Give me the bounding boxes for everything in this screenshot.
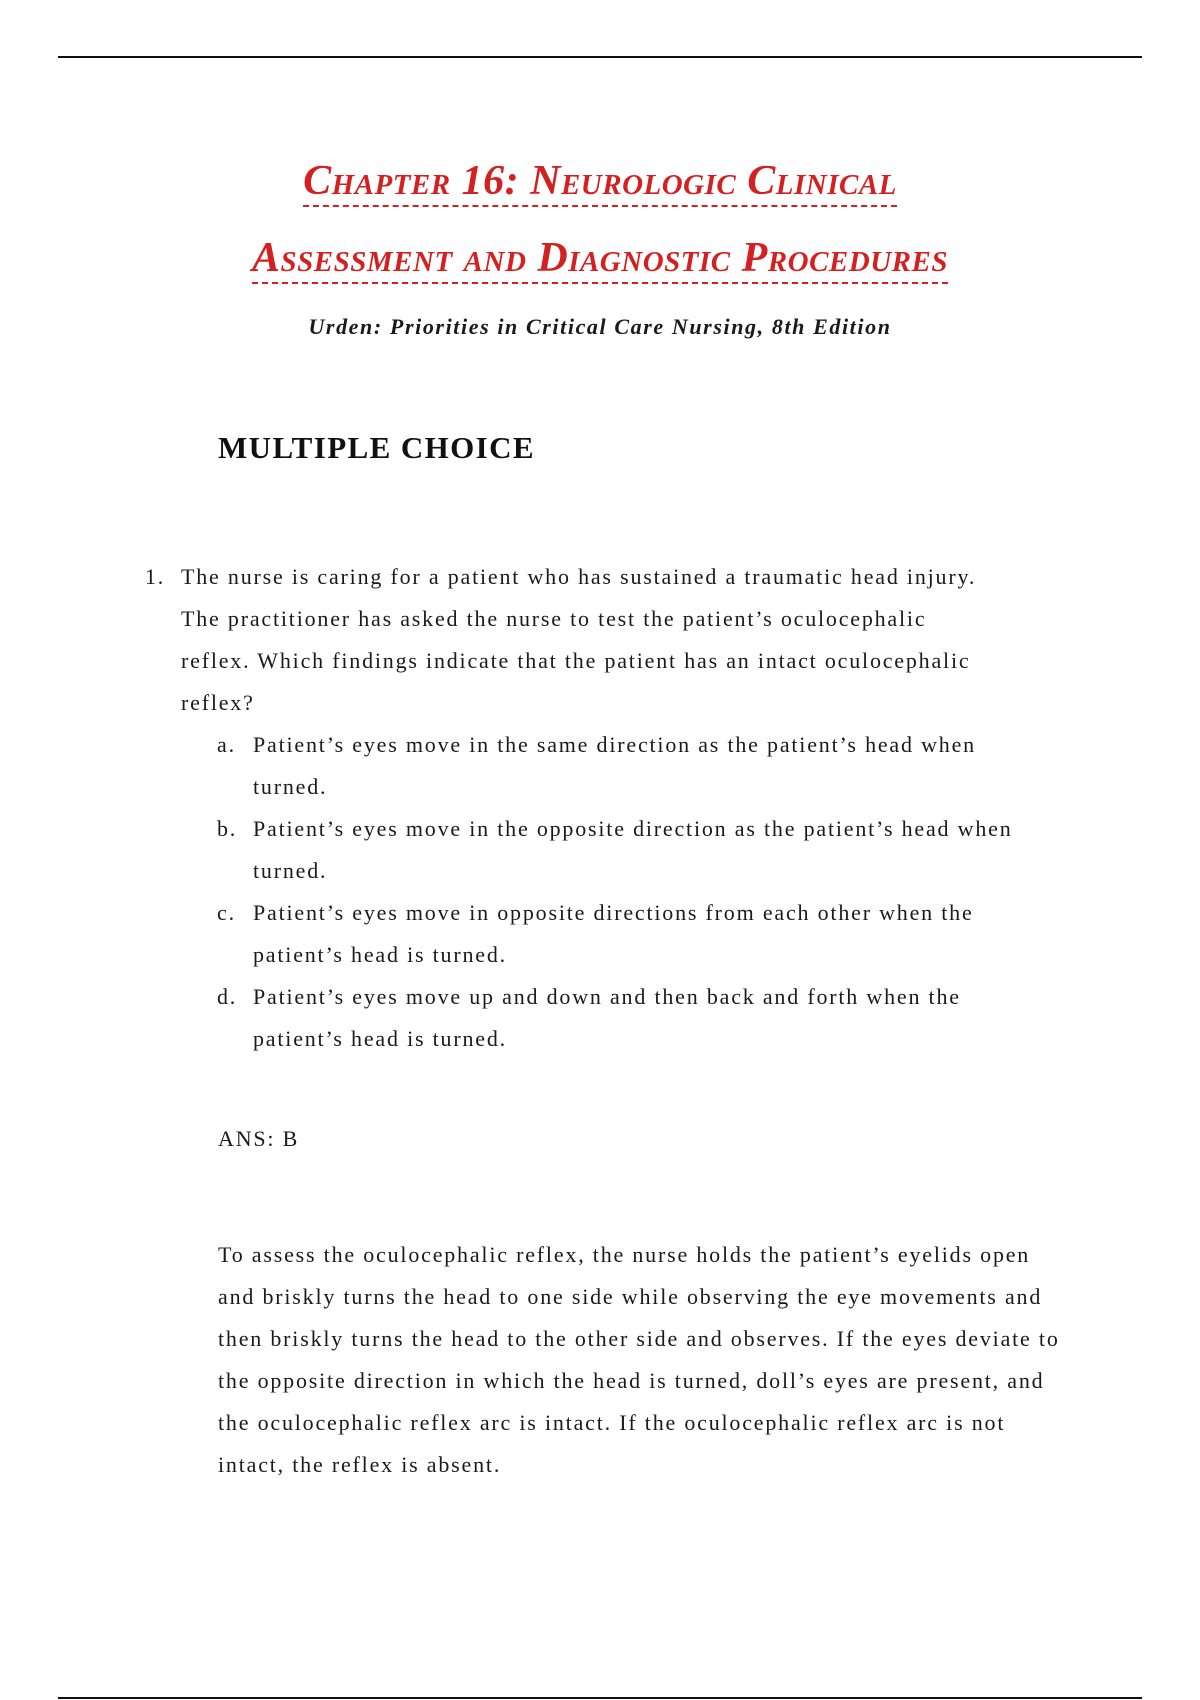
top-rule [58,56,1142,58]
option-letter: a. [217,732,236,757]
chapter-title [0,143,1200,297]
section-heading: MULTIPLE CHOICE [218,430,535,465]
option-letter: c. [217,900,236,925]
chapter-title-line-2: Assessment and Diagnostic Procedures [252,236,948,284]
option-text: Patient’s eyes move in the opposite direction as the patient’s head when turned. [253,816,1013,883]
option-text: Patient’s eyes move in the same direction as the patient’s head when turned. [253,732,976,799]
option-a [217,724,1075,808]
option-c [217,892,1075,976]
question-stem: The nurse is caring for a patient who has sustained a traumatic head injury. The practitioner has asked the nurse to test the patient’s oculocephalic reflex. Which findings indicate that the patient has an intact oculocephalic reflex? [181,564,977,715]
question-number: 1. [145,564,166,589]
option-letter: d. [217,984,238,1009]
option-b [217,808,1075,892]
option-text: Patient’s eyes move up and down and then back and forth when the patient’s head is turned. [253,984,961,1051]
answer-key: ANS: B [218,1126,300,1151]
answer-options [145,724,1075,1060]
question-stem-row [145,556,1075,724]
option-text: Patient’s eyes move in opposite directions from each other when the patient’s head is turned. [253,900,974,967]
option-d [217,976,1075,1060]
book-subtitle: Urden: Priorities in Critical Care Nursing, 8th Edition [308,314,892,339]
bottom-rule [58,1697,1142,1699]
question-block [145,556,1075,1060]
option-letter: b. [217,816,238,841]
chapter-title-line-1: Chapter 16: Neurologic Clinical [303,159,897,207]
answer-rationale: To assess the oculocephalic reflex, the nurse holds the patient’s eyelids open and briskly turns the head to one side while observing the eye movements and then briskly turns the head to the other side and observes. If the eyes deviate to the opposite direction in which the head is turned, doll’s eyes are present, and the oculocephalic reflex arc is intact. If the oculocephalic reflex arc is not intact, the reflex is absent. [218,1242,1060,1477]
